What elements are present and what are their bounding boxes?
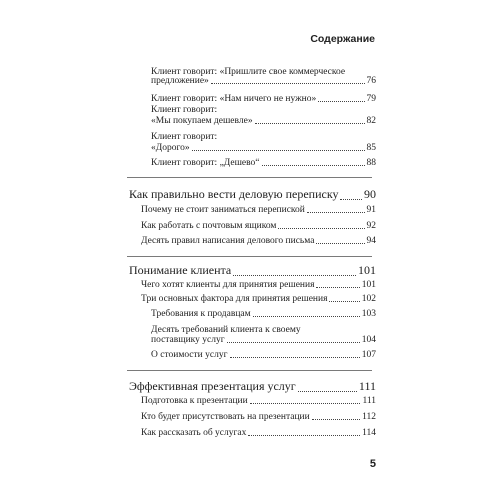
toc-entry[interactable] [141,294,376,304]
toc-entry-page: 114 [362,428,376,438]
toc-entry-page: 92 [366,221,376,231]
toc-section-title: Эффективная презентация услуг [129,379,296,393]
toc-entry-title: Подготовка к презентации [141,396,248,406]
toc-entry-title: поставщику услуг [151,335,225,345]
page-number: 5 [369,458,376,470]
toc-entry-title: Клиент говорит: «Нам ничего не нужно» [151,94,317,104]
toc-entry[interactable] [151,116,376,126]
toc-entry-title: «Дорого» [151,143,190,153]
toc-entry-title: Три основных фактора для принятия решения [141,294,328,304]
toc-entry[interactable] [151,309,376,319]
toc-entry-page: 94 [366,236,376,246]
toc-entry-title: Как работать с почтовым ящиком [141,221,277,231]
toc-entry-line: Десять требований клиента к своему [151,325,301,335]
toc-entry[interactable] [151,335,376,345]
toc-entry-page: 103 [361,309,376,319]
section-divider [127,256,372,257]
toc-entry-title: Как рассказать об услугах [141,428,247,438]
dot-leader [211,83,365,84]
toc-entry-page: 104 [361,335,376,345]
toc-entry-title: О стоимости услуг [151,350,228,360]
dot-leader [298,391,357,392]
dot-leader [250,403,361,404]
toc-section-page: 90 [364,187,376,201]
toc-section-title: Понимание клиента [129,263,232,277]
toc-entry[interactable] [141,412,376,422]
toc-entry-title: Клиент говорит: „Дешево“ [151,158,260,168]
dot-leader [316,243,364,244]
toc-entry[interactable] [151,76,376,86]
toc-entry[interactable] [151,94,376,104]
dot-leader [227,342,360,343]
dot-leader [278,228,364,229]
toc-entry-title: Кто будет присутствовать на презентации [141,412,310,422]
toc-entry-page: 85 [366,143,376,153]
toc-entry-page: 88 [366,158,376,168]
toc-entry[interactable] [141,396,376,406]
toc-entry-title: Почему не стоит заниматься перепиской [141,205,305,215]
dot-leader [233,275,356,276]
toc-entry[interactable] [151,143,376,153]
toc-section-title: Как правильно вести деловую переписку [129,187,339,201]
running-title: Содержание [310,33,375,45]
section-divider [127,370,372,371]
toc-entry-title: Десять правил написания делового письма [141,236,315,246]
dot-leader [307,212,365,213]
dot-leader [329,301,359,302]
toc-entry-line: Клиент говорит: [151,105,218,115]
toc-entry-line: Клиент говорит: «Пришлите свое коммерческое [151,67,346,77]
dot-leader [340,199,362,200]
toc-entry-page: 102 [361,294,376,304]
toc-entry-page: 101 [361,280,376,290]
dot-leader [312,419,360,420]
toc-entry-line: Клиент говорит: [151,132,218,142]
toc-section[interactable] [129,263,376,278]
dot-leader [253,316,360,317]
toc-entry[interactable] [151,158,376,168]
dot-leader [316,287,359,288]
dot-leader [192,150,365,151]
toc-section-page: 111 [358,379,376,393]
toc-entry-page: 79 [366,94,376,104]
dot-leader [255,123,365,124]
toc-entry-page: 111 [362,396,376,406]
toc-entry-title: предложение» [151,76,209,86]
dot-leader [248,435,360,436]
toc-entry-page: 112 [362,412,376,422]
toc-entry-page: 91 [366,205,376,215]
toc-entry[interactable] [141,280,376,290]
toc-entry-page: 82 [366,116,376,126]
toc-entry-page: 76 [366,76,376,86]
toc-section-page: 101 [358,263,376,277]
section-divider [127,177,372,178]
toc-entry[interactable] [151,350,376,360]
toc-entry[interactable] [141,236,376,246]
dot-leader [262,165,365,166]
toc-section[interactable] [129,379,376,394]
dot-leader [318,101,364,102]
toc-entry[interactable] [141,221,376,231]
dot-leader [230,357,360,358]
toc-entry-title: «Мы покупаем дешевле» [151,116,253,126]
toc-entry-page: 107 [361,350,376,360]
toc-entry[interactable] [141,428,376,438]
toc-entry[interactable] [141,205,376,215]
toc-entry-title: Чего хотят клиенты для принятия решения [141,280,315,290]
toc-section[interactable] [129,187,376,202]
toc-entry-title: Требования к продавцам [151,309,251,319]
